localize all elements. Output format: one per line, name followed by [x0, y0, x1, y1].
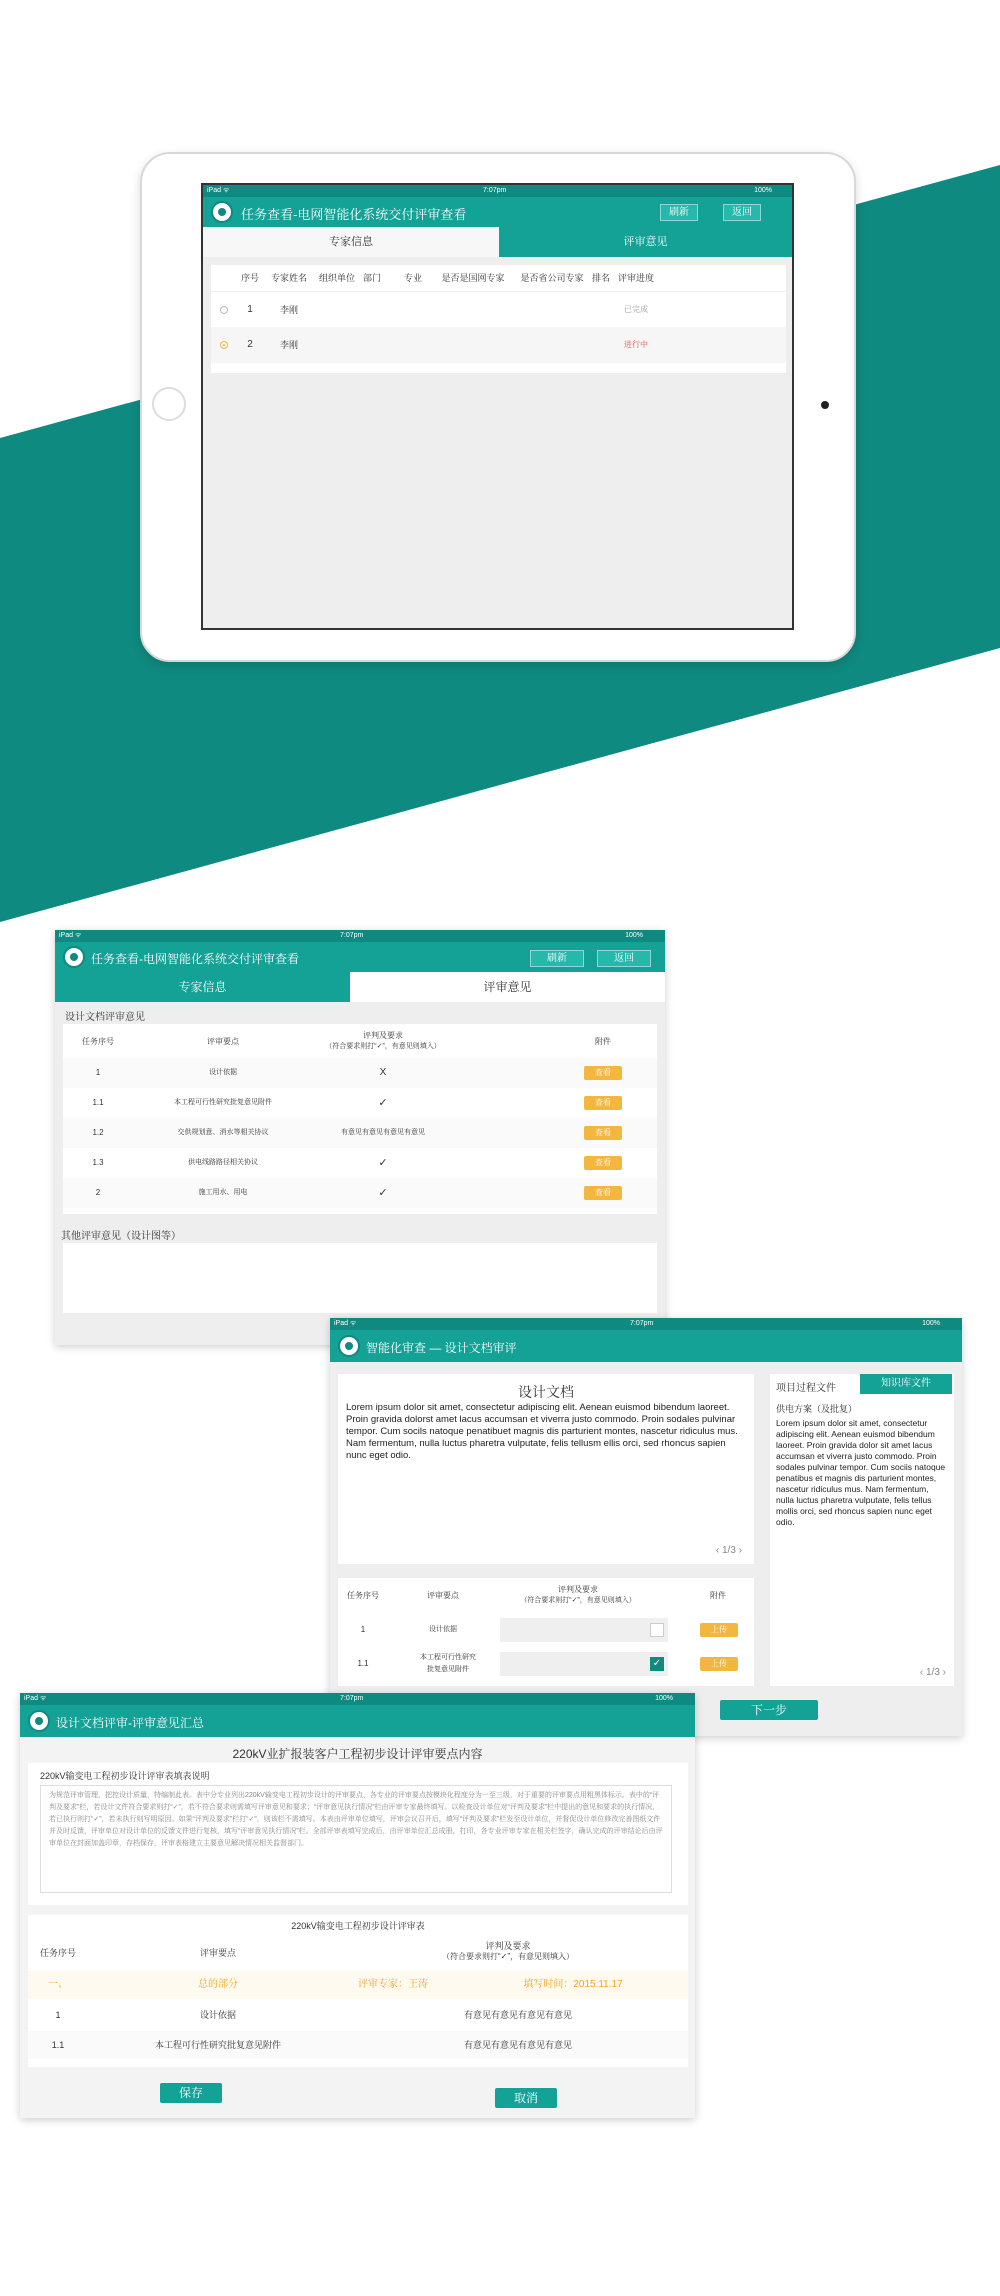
main-title: 220kV业扩报装客户工程初步设计评审要点内容	[232, 1747, 483, 1761]
col-task-no: 任务序号	[39, 1948, 76, 1958]
battery-label: 100%	[754, 187, 772, 194]
instruction-text: 为规范评审管理，把控设计质量，特编制此表。表中分专业列出220kV输变电工程初步设计的评审要点，各专业的评审要点按模块化程度分为一至三级，对于重要的评审要点用粗黑体标示。表中的“评判及要求”栏，若设计文件符合要求则打“✓”，若不符合要求则需填写评审意见和要求；“评审意见执行情况”栏由评审专家最终填写。以检查设计单位对“评判及要求”栏中提出的意见和要求的执行情况，若已执行则打“✓”，若未执行则写明原因。如果“评判及要求”栏打“✓”，则该栏不需填写。本表由评审单位填写，评审会议召开后，填写“评判及要求”栏发至设计单位，并督促设计单位修改完善图纸文件并及时反馈，评审单位对设计单位的反馈文件进行复核，填写“评审意见执行情况”栏。全部评审表填写完成后，由评审单位汇总成册，打印，各专业评审专家在相关栏签字，确认完成的评审结论后由评审单位在封面加盖印章，存档保存，评审表格建立主要意见解决情况相关监督部门。	[40, 1785, 672, 1893]
summary-row	[28, 1971, 688, 1999]
instruction-title: 220kV输变电工程初步设计评审表填表说明	[40, 1771, 210, 1781]
row-status: 进行中	[624, 340, 648, 349]
review-table	[63, 1024, 657, 1214]
col-progress: 评审进度	[617, 273, 654, 283]
row-point: 设计依据	[199, 2010, 236, 2020]
table-header	[63, 1024, 657, 1058]
tab-review-opinion[interactable]: 评审意见	[499, 227, 792, 257]
section-title: 设计文档评审意见	[65, 1012, 145, 1023]
title-bar	[55, 942, 665, 972]
document-title: 设计文档	[518, 1384, 574, 1400]
document-text: Lorem ipsum dolor sit amet, consectetur adipiscing elit. Aenean euismod bibendum laoreet. Proin gravida dolorst amet lacus accumsan et viverra justo commodo. Proin sodales pulvinar tempor. Cum socils natoque penatibuet magnis dis parturient montes, nascetur ridiculus mus. Nam fermentum, nulla luctus pharetra vulputate, felis tellusm ellis orci, sed rhoncus sapien nunc eget odio.	[346, 1402, 738, 1461]
document-pager[interactable]: ‹ 1/3 ›	[715, 1545, 742, 1556]
checkbox[interactable]	[650, 1623, 664, 1637]
col-attachment: 附件	[710, 1591, 726, 1600]
document-review-screen	[330, 1318, 962, 1736]
row-judge: 有意见有意见有意见有意见	[341, 1129, 425, 1136]
refresh-button[interactable]: 刷新	[660, 204, 698, 221]
table-row	[338, 1648, 754, 1680]
carrier-label: iPad ᯤ	[207, 187, 230, 194]
row-name: 李刚	[279, 340, 298, 350]
view-button[interactable]: 查看	[584, 1066, 622, 1080]
refresh-button[interactable]: 刷新	[530, 950, 584, 967]
table-row	[28, 2001, 688, 2029]
summary-screen	[20, 1693, 695, 2118]
other-opinion-input[interactable]	[63, 1243, 657, 1313]
row-radio-selected[interactable]	[220, 341, 228, 349]
tab-review-opinion[interactable]: 评审意见	[350, 972, 665, 1002]
status-bar	[203, 185, 792, 197]
col-judge-note: （符合要求则打“✓”，有意见则填入）	[520, 1597, 636, 1604]
col-state-grid: 是否是国网专家	[441, 273, 505, 283]
col-judge: 评判及要求	[363, 1031, 403, 1040]
col-review-point: 评审要点	[207, 1037, 239, 1046]
table-row	[338, 1614, 754, 1646]
row-no: 1	[55, 2010, 61, 2020]
save-button[interactable]: 保存	[160, 2083, 222, 2103]
other-opinion-label: 其他评审意见（设计图等）	[61, 1231, 181, 1242]
side-text: Lorem ipsum dolor sit amet, consectetur adipiscing elit. Aenean euismod bibendum laoreet. Proin gravida dolor sit amet lacus accumsan et viverra justo commodo. Proin sodales pulvinar tempor. Cum sociis natoque penatibus et magnis dis parturient montes, nascetur ridiculus mus. Nam fermentum, nulla luctus pharetra vulputate, felis tellus mollis orci, sed rhoncus sapien nunc eget odio.	[776, 1418, 946, 1527]
col-review-point: 评审要点	[427, 1591, 459, 1600]
home-button[interactable]	[152, 387, 186, 421]
status-bar	[20, 1693, 695, 1705]
row-point: 交供规划意、消水等相关协议	[177, 1129, 269, 1136]
tab-bar	[55, 972, 665, 1002]
row-no: 1	[247, 304, 253, 315]
page-title: 任务查看-电网智能化系统交付评审查看	[91, 952, 299, 966]
col-judge-note: （符合要求则打“✓”，有意见则填入）	[325, 1043, 441, 1050]
col-task-no: 任务序号	[347, 1591, 379, 1600]
row-no: 1.3	[92, 1158, 104, 1167]
col-org: 组织单位	[318, 273, 355, 283]
row-judge: X	[379, 1067, 387, 1078]
battery-label: 100%	[922, 1320, 940, 1327]
table-row[interactable]	[211, 291, 786, 328]
col-judge: 评判及要求	[485, 1941, 531, 1951]
col-judge-note: （符合要求则打“✓”，有意见则填入）	[441, 1952, 575, 1961]
col-dept: 部门	[362, 273, 381, 283]
tab-expert-info[interactable]: 专家信息	[55, 972, 350, 1002]
tab-library-files[interactable]: 知识库文件	[860, 1374, 952, 1394]
col-name: 专家姓名	[270, 273, 307, 283]
page-title: 设计文档评审-评审意见汇总	[56, 1716, 204, 1730]
tab-bar	[203, 227, 792, 257]
row-no: 1.1	[51, 2040, 65, 2050]
col-attachment: 附件	[595, 1037, 611, 1046]
row-judge: 有意见有意见有意见有意见	[463, 2040, 572, 2050]
tab-expert-info[interactable]: 专家信息	[203, 227, 499, 257]
row-point: 本工程可行性研究批复意见附件	[174, 1099, 272, 1106]
table-row	[28, 2031, 688, 2059]
row-point: 本工程可行性研究批复意见附件	[420, 1654, 476, 1673]
row-no: 一、	[48, 1979, 68, 1990]
clock-label: 7:07pm	[630, 1320, 654, 1327]
back-button[interactable]: 返回	[597, 950, 651, 967]
view-button[interactable]: 查看	[584, 1156, 622, 1170]
row-no: 2	[95, 1188, 101, 1197]
battery-label: 100%	[655, 1695, 673, 1702]
file-panel	[770, 1374, 954, 1686]
carrier-label: iPad ᯤ	[334, 1320, 357, 1327]
logo-icon	[211, 201, 233, 223]
col-judge: 评判及要求	[558, 1585, 598, 1594]
row-no: 1.1	[357, 1659, 369, 1668]
row-no: 2	[247, 339, 253, 350]
checkbox-checked[interactable]: ✓	[650, 1657, 664, 1671]
col-task-no: 任务序号	[82, 1037, 114, 1046]
instruction-panel	[28, 1763, 688, 1905]
table-row	[63, 1088, 657, 1118]
upload-button[interactable]: 上传	[700, 1657, 738, 1671]
tablet-screen	[201, 183, 794, 630]
table-row	[63, 1118, 657, 1148]
row-no: 1.1	[92, 1098, 104, 1107]
clock-label: 7:07pm	[340, 1695, 364, 1702]
view-button[interactable]: 查看	[584, 1186, 622, 1200]
page-title: 智能化审查 — 设计文档审评	[366, 1341, 517, 1355]
cancel-button[interactable]: 取消	[495, 2088, 557, 2108]
side-heading: 供电方案（及批复）	[776, 1404, 858, 1414]
col-no: 序号	[240, 273, 259, 283]
logo-icon	[63, 946, 85, 968]
judge-input[interactable]	[500, 1652, 668, 1676]
check-icon	[303, 1178, 463, 1208]
expert-table	[211, 265, 786, 373]
table-row	[63, 1058, 657, 1088]
document-viewer	[338, 1374, 754, 1564]
logo-icon	[338, 1335, 360, 1357]
table-row	[63, 1148, 657, 1178]
check-icon	[303, 1148, 463, 1178]
row-name: 李刚	[279, 305, 298, 315]
review-screen	[55, 930, 665, 1345]
upload-button[interactable]: 上传	[700, 1623, 738, 1637]
table-header	[338, 1578, 754, 1612]
status-bar	[55, 930, 665, 942]
clock-label: 7:07pm	[483, 187, 507, 194]
view-button[interactable]: 查看	[584, 1096, 622, 1110]
carrier-label: iPad ᯤ	[59, 932, 82, 939]
carrier-label: iPad ᯤ	[24, 1695, 47, 1702]
judge-input[interactable]	[500, 1618, 668, 1642]
col-province: 是否省公司专家	[520, 273, 584, 283]
row-status: 已完成	[624, 305, 648, 314]
clock-label: 7:07pm	[340, 932, 364, 939]
page-title: 任务查看-电网智能化系统交付评审查看	[241, 207, 467, 222]
row-radio[interactable]	[220, 306, 228, 314]
reviewer-label: 评审专家：王涛	[358, 1979, 428, 1990]
row-point: 设计依据	[429, 1626, 457, 1633]
row-point: 供电线路路径相关协议	[188, 1159, 258, 1166]
logo-icon	[28, 1710, 50, 1732]
view-button[interactable]: 查看	[584, 1126, 622, 1140]
title-bar	[203, 197, 792, 227]
table-row[interactable]	[211, 327, 786, 363]
review-input-table	[338, 1578, 754, 1686]
row-no: 1.2	[92, 1128, 104, 1137]
table-title: 220kV输变电工程初步设计评审表	[291, 1921, 425, 1931]
row-point: 本工程可行性研究批复意见附件	[154, 2040, 281, 2050]
camera-dot	[821, 401, 829, 409]
summary-table	[28, 1915, 688, 2067]
next-button[interactable]: 下一步	[720, 1700, 818, 1720]
status-bar	[330, 1318, 962, 1330]
row-point: 总的部分	[198, 1979, 238, 1990]
title-bar	[330, 1330, 962, 1362]
fill-time-label: 填写时间：2015.11.17	[523, 1979, 623, 1990]
table-header	[28, 1935, 688, 1969]
table-header	[211, 265, 786, 291]
tab-process-files[interactable]: 项目过程文件	[776, 1383, 836, 1394]
row-point: 设计依据	[209, 1069, 237, 1076]
col-rank: 排名	[591, 273, 610, 283]
row-no: 1	[95, 1068, 101, 1077]
row-judge: 有意见有意见有意见有意见	[463, 2010, 572, 2020]
side-pager[interactable]: ‹ 1/3 ›	[919, 1667, 946, 1678]
row-no: 1	[360, 1625, 366, 1634]
title-bar	[20, 1705, 695, 1737]
back-button[interactable]: 返回	[723, 204, 761, 221]
battery-label: 100%	[625, 932, 643, 939]
row-point: 施工用水、用电	[198, 1189, 248, 1196]
col-major: 专业	[403, 273, 422, 283]
table-row	[63, 1178, 657, 1208]
col-review-point: 评审要点	[199, 1948, 236, 1958]
check-icon	[303, 1088, 463, 1118]
